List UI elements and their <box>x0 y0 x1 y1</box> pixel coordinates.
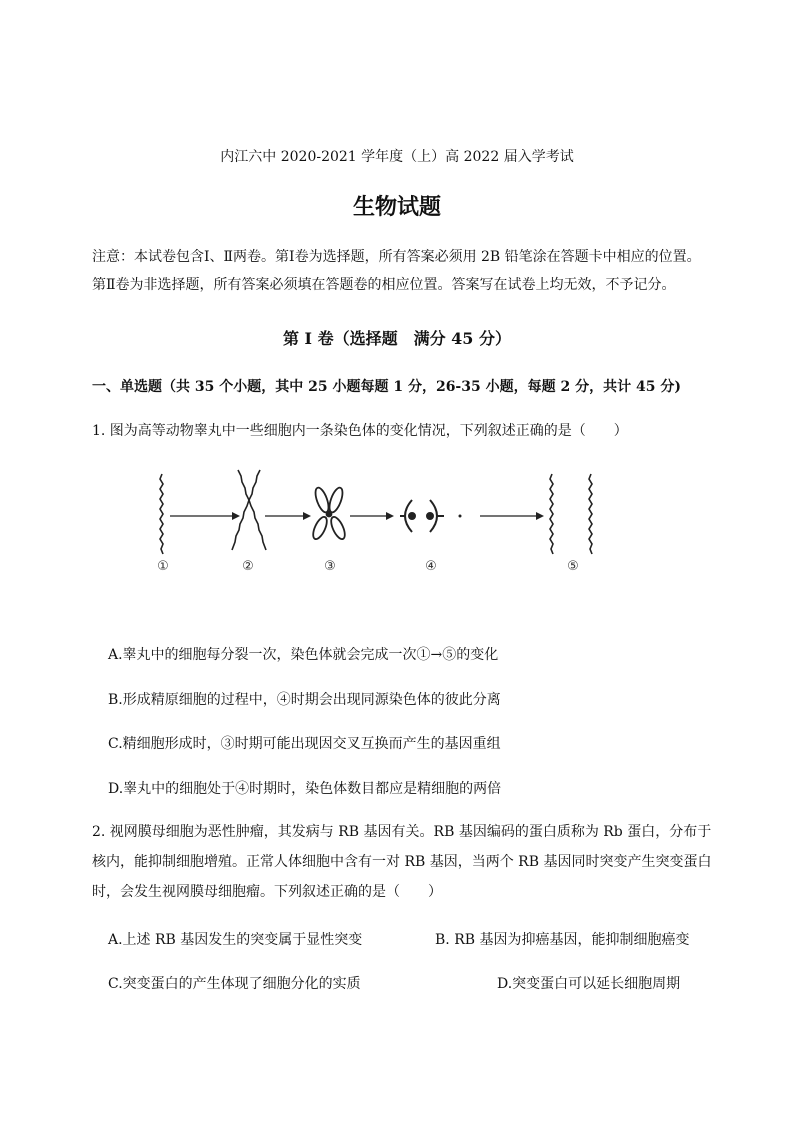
arrow-2-head <box>303 512 311 520</box>
q2-option-d[interactable]: D.突变蛋白可以延长细胞周期 <box>497 976 681 992</box>
question-2-stem: 2. 视网膜母细胞为恶性肿瘤，其发病与 RB 基因有关。RB 基因编码的蛋白质称为 Rb 蛋白，分布于核内，能抑制细胞增殖。正常人体细胞中含有一对 RB 基因，当两个 RB 基因同时突变产生突变蛋白时，会发生视网膜母细胞瘤。下列叙述正确的是（ ） <box>92 824 712 900</box>
chromosome-2 <box>232 470 266 550</box>
q2-option-a[interactable]: A.上述 RB 基因发生的突变属于显性突变 <box>108 932 363 948</box>
stage-label-4: ④ <box>425 559 437 574</box>
exam-title: 内江六中 2020-2021 学年度（上）高 2022 届入学考试 <box>220 149 574 165</box>
stage-label-5: ⑤ <box>567 559 579 574</box>
volume-title: 第 I 卷（选择题 满分 45 分） <box>282 329 512 348</box>
arrow-3-head <box>386 512 394 520</box>
subject-title: 生物试题 <box>352 195 441 220</box>
exam-note: 注意：本试卷包含Ⅰ、Ⅱ两卷。第Ⅰ卷为选择题，所有答案必须用 2B 铅笔涂在答题卡中相应的位置。第Ⅱ卷为非选择题，所有答案必须填在答题卷的相应位置。答案写在试卷上均无效，不予记分。 <box>92 249 701 293</box>
q1-option-c[interactable]: C.精细胞形成时，③时期可能出现因交叉互换而产生的基因重组 <box>108 736 501 752</box>
q1-option-a[interactable]: A.睾丸中的细胞每分裂一次，染色体就会完成一次①→⑤的变化 <box>108 647 499 663</box>
separator-dot <box>459 515 462 518</box>
chromosome-figure <box>140 462 620 582</box>
chromosome-4 <box>400 500 444 532</box>
q2-option-b[interactable]: B. RB 基因为抑癌基因，能抑制细胞癌变 <box>435 932 690 948</box>
chromosome-3 <box>310 486 347 541</box>
arrow-4-head <box>536 512 544 520</box>
section-title: 一、单选题（共 35 个小题，其中 25 小题每题 1 分，26-35 小题，每题 2 分，共计 45 分) <box>92 379 681 395</box>
stage-label-1: ① <box>157 559 169 574</box>
q2-option-c[interactable]: C.突变蛋白的产生体现了细胞分化的实质 <box>108 976 361 992</box>
q1-option-d[interactable]: D.睾丸中的细胞处于④时期时，染色体数目都应是精细胞的两倍 <box>108 781 502 797</box>
stage-label-3: ③ <box>324 559 336 574</box>
chromosome-5 <box>550 474 592 554</box>
question-1-stem: 1. 图为高等动物睾丸中一些细胞内一条染色体的变化情况，下列叙述正确的是（ ） <box>92 423 628 439</box>
q1-option-b[interactable]: B.形成精原细胞的过程中，④时期会出现同源染色体的彼此分离 <box>108 692 501 708</box>
arrow-1-head <box>232 512 240 520</box>
stage-label-2: ② <box>242 559 254 574</box>
chromosome-1 <box>160 474 163 554</box>
